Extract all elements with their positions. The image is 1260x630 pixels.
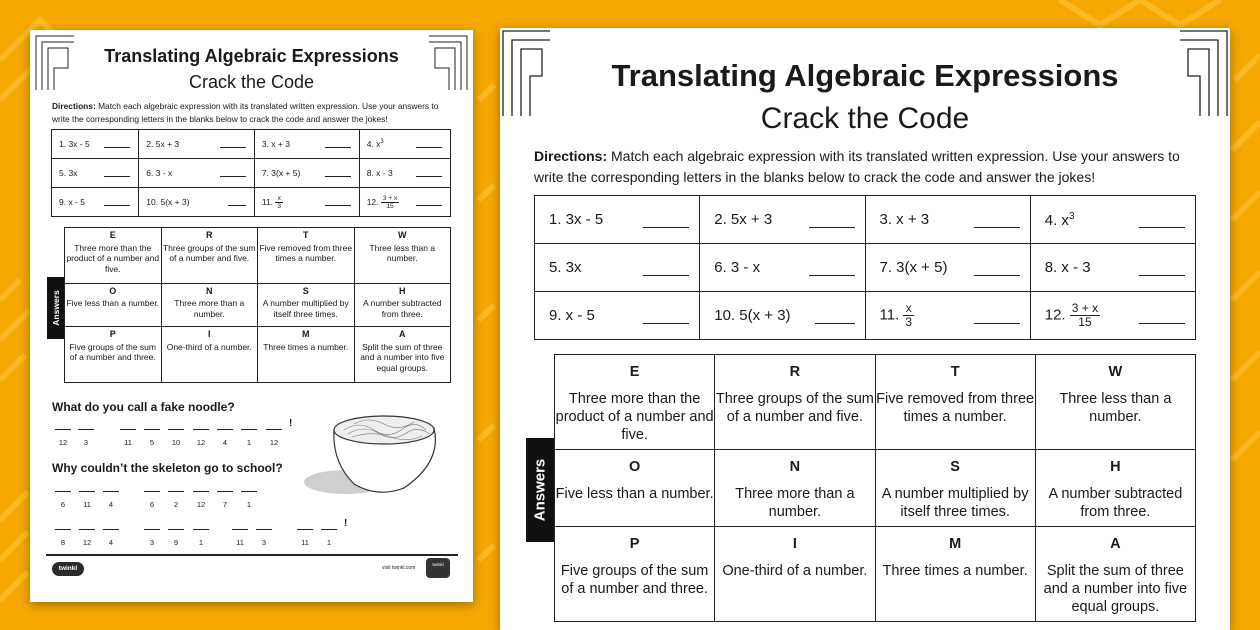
answer-blank[interactable] bbox=[104, 205, 130, 206]
answer-blank[interactable] bbox=[643, 275, 689, 276]
answer-blank[interactable] bbox=[1139, 275, 1185, 276]
code-number[interactable]: 11 bbox=[231, 538, 249, 547]
expression-cell: 7. 3(x + 5) bbox=[865, 244, 1030, 292]
code-number[interactable]: 11 bbox=[78, 500, 96, 509]
answer-cell: N Three more than a number. bbox=[161, 283, 258, 326]
code-number[interactable]: 4 bbox=[102, 538, 120, 547]
answer-blank[interactable] bbox=[643, 323, 689, 324]
footer bbox=[46, 554, 458, 580]
answer-cell: I One-third of a number. bbox=[161, 327, 258, 383]
worksheet-preview-small bbox=[30, 30, 473, 602]
answer-cell: H A number subtracted from three. bbox=[354, 283, 451, 326]
answer-blank[interactable] bbox=[809, 227, 855, 228]
directions: Directions: Match each algebraic expression with its translated written expression. Use your answers to write the corresponding letters in the blanks below to crack the code and answer the jokes! bbox=[534, 148, 1180, 185]
answer-blank[interactable] bbox=[104, 176, 130, 177]
expression-cell: 8. x - 3 bbox=[1030, 244, 1195, 292]
expression-cell: 5. 3x bbox=[52, 159, 139, 188]
answer-blank[interactable] bbox=[325, 147, 351, 148]
code-number[interactable]: 12 bbox=[192, 438, 210, 447]
answer-blank[interactable] bbox=[643, 227, 689, 228]
answer-cell: M Three times a number. bbox=[875, 526, 1035, 621]
noodle-bowl-illustration bbox=[304, 402, 454, 502]
answer-cell: M Three times a number. bbox=[258, 327, 355, 383]
answer-cell: E Three more than the product of a number and five. bbox=[555, 355, 715, 450]
answer-blank[interactable] bbox=[809, 275, 855, 276]
expression-cell: 8. x - 3 bbox=[359, 159, 450, 188]
answer-cell: P Five groups of the sum of a number and three. bbox=[65, 327, 162, 383]
code-number[interactable]: 6 bbox=[143, 500, 161, 509]
answer-blank[interactable] bbox=[1139, 227, 1185, 228]
answer-cell: A Split the sum of three and a number into five equal groups. bbox=[1035, 526, 1195, 621]
answer-cell: O Five less than a number. bbox=[555, 450, 715, 526]
answer-cell: W Three less than a number. bbox=[354, 228, 451, 284]
answer-cell: R Three groups of the sum of a number and five. bbox=[715, 355, 875, 450]
expression-cell: 9. x - 5 bbox=[535, 292, 700, 340]
page-title: Translating Algebraic Expressions bbox=[611, 58, 1119, 93]
expression-cell: 6. 3 - x bbox=[139, 159, 255, 188]
answer-cell: I One-third of a number. bbox=[715, 526, 875, 621]
expression-cell: 10. 5(x + 3) bbox=[139, 188, 255, 217]
twinkl-badge: twinkl bbox=[426, 558, 450, 578]
code-number[interactable]: 1 bbox=[240, 500, 258, 509]
code-number[interactable]: 10 bbox=[167, 438, 185, 447]
footer-site: visit twinkl.com bbox=[382, 565, 416, 571]
answer-blank[interactable] bbox=[974, 323, 1020, 324]
answer-blank[interactable] bbox=[104, 147, 130, 148]
answers-grid bbox=[554, 354, 1196, 622]
code-number[interactable]: 8 bbox=[54, 538, 72, 547]
answer-blank[interactable] bbox=[1139, 323, 1185, 324]
expression-cell: 6. 3 - x bbox=[700, 244, 865, 292]
code-number[interactable]: 3 bbox=[77, 438, 95, 447]
code-number[interactable]: 7 bbox=[216, 500, 234, 509]
code-number[interactable]: 11 bbox=[296, 538, 314, 547]
code-number[interactable]: 12 bbox=[192, 500, 210, 509]
expression-cell: 1. 3x - 5 bbox=[535, 196, 700, 244]
expression-cell: 3. x + 3 bbox=[254, 130, 359, 159]
code-number[interactable]: 4 bbox=[102, 500, 120, 509]
page-subtitle: Crack the Code bbox=[760, 102, 970, 135]
expression-cell: 11. $\frac{x}{3}$ bbox=[865, 292, 1030, 340]
expression-cell: 12. $\frac{3 + x}{15}$ bbox=[359, 188, 450, 217]
answer-cell: W Three less than a number. bbox=[1035, 355, 1195, 450]
answer-blank[interactable] bbox=[220, 176, 246, 177]
code-number[interactable]: 1 bbox=[192, 538, 210, 547]
twinkl-logo: twinkl bbox=[52, 562, 84, 576]
answer-cell: T Five removed from three times a number. bbox=[258, 228, 355, 284]
code-number[interactable]: 1 bbox=[240, 438, 258, 447]
expression-cell: 4. $x^3$ bbox=[1030, 196, 1195, 244]
answer-cell: R Three groups of the sum of a number and five. bbox=[161, 228, 258, 284]
answer-blank[interactable] bbox=[228, 205, 246, 206]
answer-cell: S A number multiplied by itself three times. bbox=[875, 450, 1035, 526]
expression-cell: 10. 5(x + 3) bbox=[700, 292, 865, 340]
answer-blank[interactable] bbox=[416, 147, 442, 148]
answers-grid bbox=[64, 227, 451, 383]
code-number[interactable]: 12 bbox=[265, 438, 283, 447]
joke-question: What do you call a fake noodle? bbox=[52, 400, 235, 414]
answers-tab: Answers bbox=[526, 438, 554, 542]
exclamation: ! bbox=[289, 418, 293, 429]
expression-cell: 2. 5x + 3 bbox=[700, 196, 865, 244]
expression-cell: 4. $x^3$ bbox=[359, 130, 450, 159]
expression-cell: 5. 3x bbox=[535, 244, 700, 292]
worksheet-preview-large bbox=[500, 28, 1230, 630]
answer-cell: H A number subtracted from three. bbox=[1035, 450, 1195, 526]
code-number[interactable]: 3 bbox=[143, 538, 161, 547]
answer-cell: O Five less than a number. bbox=[65, 283, 162, 326]
answer-blank[interactable] bbox=[974, 227, 1020, 228]
answer-blank[interactable] bbox=[220, 147, 246, 148]
code-number[interactable]: 12 bbox=[78, 538, 96, 547]
answer-blank[interactable] bbox=[974, 275, 1020, 276]
code-number[interactable]: 11 bbox=[119, 438, 137, 447]
code-number[interactable]: 6 bbox=[54, 500, 72, 509]
code-number[interactable]: 1 bbox=[320, 538, 338, 547]
exclamation: ! bbox=[344, 518, 348, 529]
code-number[interactable]: 3 bbox=[255, 538, 273, 547]
expressions-grid bbox=[534, 195, 1196, 340]
page-title: Translating Algebraic Expressions bbox=[104, 46, 399, 66]
expression-cell: 7. 3(x + 5) bbox=[254, 159, 359, 188]
answer-blank[interactable] bbox=[325, 205, 351, 206]
answers-tab: Answers bbox=[47, 277, 64, 339]
answer-cell: P Five groups of the sum of a number and three. bbox=[555, 526, 715, 621]
answer-blank[interactable] bbox=[416, 176, 442, 177]
expression-cell: 9. x - 5 bbox=[52, 188, 139, 217]
answer-blank[interactable] bbox=[416, 205, 442, 206]
answer-blank[interactable] bbox=[815, 323, 855, 324]
expression-cell: 3. x + 3 bbox=[865, 196, 1030, 244]
code-number[interactable]: 9 bbox=[167, 538, 185, 547]
answer-cell: T Five removed from three times a number. bbox=[875, 355, 1035, 450]
code-number[interactable]: 2 bbox=[167, 500, 185, 509]
expression-cell: 2. 5x + 3 bbox=[139, 130, 255, 159]
page-subtitle: Crack the Code bbox=[188, 72, 315, 92]
code-number[interactable]: 12 bbox=[54, 438, 72, 447]
answer-blank[interactable] bbox=[325, 176, 351, 177]
answer-cell: S A number multiplied by itself three times. bbox=[258, 283, 355, 326]
joke-question: Why couldn’t the skeleton go to school? bbox=[52, 461, 283, 475]
answer-cell: A Split the sum of three and a number into five equal groups. bbox=[354, 327, 451, 383]
answer-cell: N Three more than a number. bbox=[715, 450, 875, 526]
directions: Directions: Match each algebraic expression with its translated written expression. Use your answers to write the corresponding letters in the blanks below to crack the code and answer the jokes! bbox=[52, 101, 439, 124]
code-number[interactable]: 4 bbox=[216, 438, 234, 447]
answer-cell: E Three more than the product of a number and five. bbox=[65, 228, 162, 284]
expression-cell: 11. $\frac{x}{3}$ bbox=[254, 188, 359, 217]
expressions-grid bbox=[51, 129, 451, 217]
expression-cell: 1. 3x - 5 bbox=[52, 130, 139, 159]
code-number[interactable]: 5 bbox=[143, 438, 161, 447]
expression-cell: 12. $\frac{3 + x}{15}$ bbox=[1030, 292, 1195, 340]
